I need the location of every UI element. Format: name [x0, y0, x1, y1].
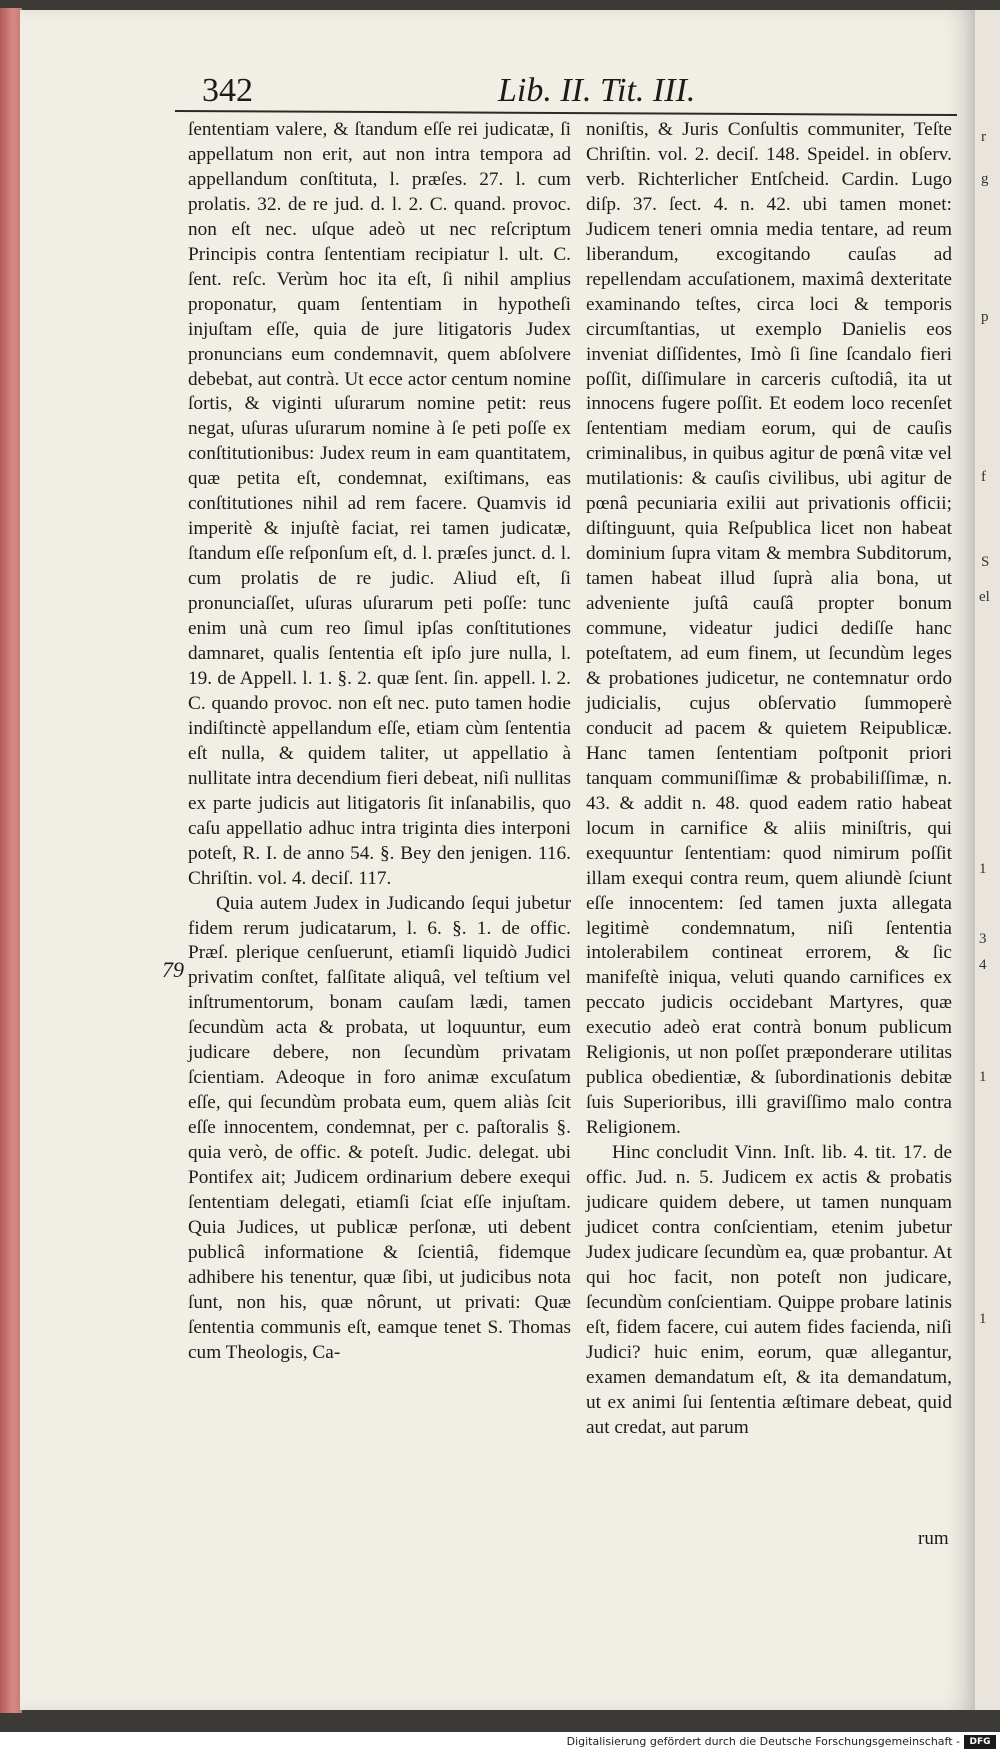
facing-page-fragment: r [981, 129, 986, 145]
page-number: 342 [202, 72, 253, 109]
facing-page-fragment: p [981, 309, 989, 325]
digitization-credit: Digitalisierung gefördert durch die Deutsche Forschungsgemeinschaft - [566, 1735, 960, 1748]
section-number: 79 [162, 957, 184, 982]
facing-page-fragment: 1 [979, 861, 987, 877]
facing-page-fragment: 1 [979, 1311, 987, 1327]
left-column [188, 118, 571, 1366]
facing-page-fragment: 4 [979, 957, 987, 973]
facing-page-fragment: f [981, 469, 986, 485]
facing-page-edge [975, 10, 1000, 1710]
paragraph: ſententiam valere, & ſtandum eſſe rei judicatæ, ſi appellatum non erit, aut non intra tempora ad appellandum conſtituta, l. præſes. 27. l. cum prolatis. 32. de re jud. d. l. 2. C. quand. provoc. non eſt nec. uſque adeò ut nec reſcriptum Principis contra ſententiam recipiatur l. ult. C. ſent. reſc. Verùm hoc ita eſt, ſi nihil amplius proponatur, quam ſententiam in hypotheſi injuſtam eſſe, quia de jure litigatoris Judex pronuncians eum condemnavit, quem abſolvere debebat, aut contrà. Ut ecce actor centum nomine ſortis, & viginti uſurarum nomine petit: reus negat, uſuras uſurarum nomine à ſe peti poſſe ex conſtitutionibus: Judex reum in eam quantitatem, quæ petita eſt, condemnat, exiſtimans, eas conſtitutiones nihil ad rem facere. Quamvis id imperitè & injuſtè faciat, rei tamen judicatæ, ſtandum eſſe reſponſum eſt, d. l. præſes junct. d. l. cum prolatis de re judic. Aliud eſt, ſi pronunciaſſet, uſuras uſurarum peti poſſe: tunc enim unà cum reo ſimul ipſas conſtitutiones damnaret, qualis ſententia eſt ipſo jure nulla, l. 19. de Appell. l. 1. §. 2. quæ ſent. ſin. appell. l. 2. C. quando provoc. non eſt nec. puto tamen hodie indiſtinctè appellandum eſſe, etiam cùm ſententia eſt nulla, & quidem taliter, ut appellatio à nullitate intra decendium fieri debeat, niſi nullitas ex parte judicis aut litigatoris ſit inſanabilis, quo caſu appellatio adhuc intra triginta dies interponi poteſt, R. I. de anno 54. §. Bey den jenigen. 116. Chriſtin. vol. 4. deciſ. 117. [188, 119, 571, 889]
catchword: rum [918, 1528, 949, 1549]
facing-page-fragment: el [979, 589, 990, 605]
facing-page-fragment: g [981, 171, 989, 187]
facing-page-fragment: 3 [979, 931, 987, 947]
paragraph: Quia autem Judex in Judicando ſequi jubetur fidem rerum judicatarum, l. 6. §. 1. de offic. Præſ. plerique cenſuerunt, etiamſi liquidò Judici privatim conſtet, falſitate aliquâ, vel teſtium vel inſtrumentorum, bonam cauſam lædi, tamen ſecundùm acta & probata, ut loquuntur, eum judicare debere, non ſecundùm privatam ſcientiam. Adeoque in foro animæ excuſatum eſſe, qui ſecundùm probata eum, quem aliàs ſcit eſſe innocentem, condemnat, per c. paſtoralis §. quia verò, de offic. & poteſt. Judic. delegat. ubi Pontifex ait; Judicem ordinarium debere exequi ſententiam delegati, etiamſi ſciat eſſe injuſtam. Quia Judices, ut publicæ perſonæ, uti debent publicâ informatione & ſcientiâ, fidemque adhibere his tenentur, quæ ſibi, ut judicibus nota ſunt, non his, quæ nôrunt, ut privati: Quæ ſententia communis eſt, eamque tenet S. Thomas cum Theologis, Ca- [188, 892, 571, 1363]
footer-bar [0, 1732, 1000, 1752]
dfg-logo-icon: DFG [964, 1735, 996, 1749]
paragraph: noniſtis, & Juris Conſultis communiter, Teſte Chriſtin. vol. 2. deciſ. 148. Speidel. in obſerv. verb. Richterlicher Entſcheid. Cardin. Lugo diſp. 37. ſect. 4. n. 42. ubi tamen monet: Judicem teneri omnia media tentare, ad reum liberandum, excogitando cauſas ad repellendam accuſationem, maximâ dexteritate examinando teſtes, circa loci & temporis circumſtantias, ut exemplo Danielis eos inveniat diſſidentes, Imò ſi ſine ſcandalo fieri poſſit, diſſimulare in carceris cuſtodiâ, ita ut innocens fugere poſſit. Et eodem loco recenſet ſententiam mediam eorum, qui de cauſis criminalibus, in quibus agitur de pœnâ vitæ vel mutilationis: & cauſis civilibus, ubi agitur de pœnâ pecuniaria exilii aut privationis officii; diſtinguunt, quia Reſpublica licet non habeat dominium ſupra vitam & membra Subditorum, tamen habeat illud ſuprà alia bona, ut adveniente juſtâ cauſâ propter bonum commune, videatur judici dediſſe hanc poteſtatem, ad eum finem, ut ſecundùm leges & probationes judicetur, ne contemnatur ordo judicialis, cujus obſervatio ſummoperè conducit ad pacem & quietem Reipublicæ. Hanc tamen ſententiam poſtponit priori tanquam communiſſimæ & probabiliſſimæ, n. 43. & addit n. 48. quod eadem ratio habeat locum in carnifice & aliis miniſtris, qui exequuntur ſententiam: quod nimirum poſſit illam exequi contra reum, quem aliundè ſciunt eſſe innocentem: ſed tamen juxta allegata legitimè condemnatum, niſi ſententia intolerabilem contineat errorem, & ſic manifeſtè iniqua, veluti quando carnifices ex peccato judicis occidebant Martyres, quæ executio adeò erat contrà bonum publicum Religionis, ut non poſſet præponderare utilitas publica obedientiæ, & ſubordinationis debitæ ſuis Superioribus, illi graviſſimo malo contra Religionem. [586, 119, 952, 1139]
book-edge [0, 8, 22, 1713]
running-title: Lib. II. Tit. III. [498, 72, 696, 109]
paragraph: Hinc concludit Vinn. Inſt. lib. 4. tit. 17. de offic. Jud. n. 5. Judicem ex actis & probatis judicare quidem debere, ut tamen nunquam judicet contra conſcientiam, etenim jubetur Judex judicare ſecundùm ea, quæ probantur. At qui hoc facit, non poteſt non judicare, ſecundùm conſcientiam. Quippe probare latinis eſt, fidem facere, cui autem fides facienda, niſi Judici? huic enim, eorum, quæ allegantur, examen demandatum eſt, & ita demandatum, ut ex animi ſui ſententia æſtimare debeat, quid aut credat, aut parum [586, 1142, 952, 1438]
facing-page-fragment: S [981, 554, 990, 570]
running-header [200, 72, 960, 112]
facing-page-fragment: 1 [979, 1069, 987, 1085]
right-column [586, 118, 952, 1441]
